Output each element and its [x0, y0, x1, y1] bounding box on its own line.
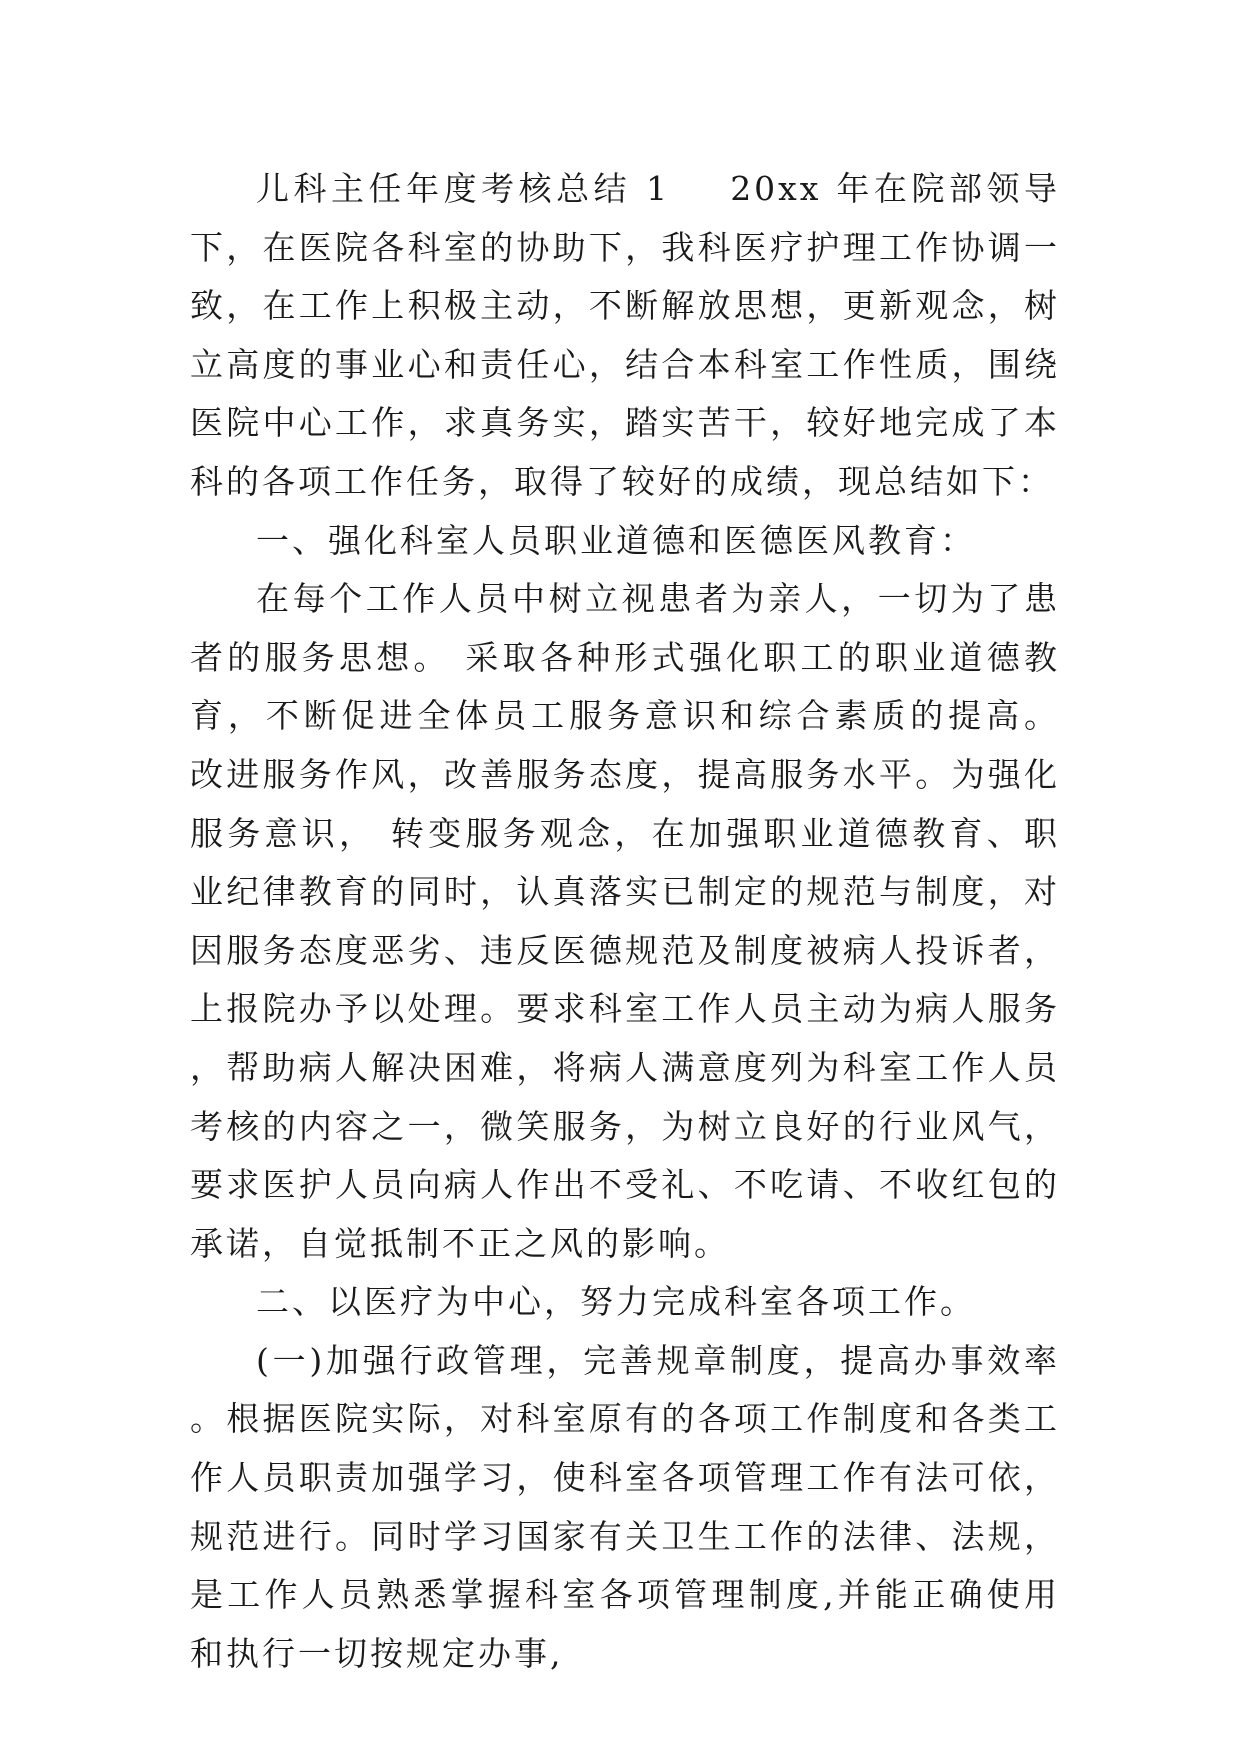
paragraph-admin: (一)加强行政管理，完善规章制度，提高办事效率。根据医院实际，对科室原有的各项工作制度和各类工作人员职责加强学习，使科室各项管理工作有法可依，规范进行。同时学习国家有关卫生工作的法律、法规，是工作人员熟悉掌握科室各项管理制度,并能正确使用和执行一切按规定办事,: [190, 1340, 1060, 1673]
document-heading: 儿科主任年度考核总结 1: [256, 169, 671, 208]
section-heading-1: 一、强化科室人员职业道德和医德医风教育：: [256, 520, 976, 560]
paragraph-ethics: 在每个工作人员中树立视患者为亲人，一切为了患者的服务思想。 采取各种形式强化职工的职业道德教育，不断促进全体员工服务意识和综合素质的提高。 改进服务作风，改善服务态度，提高服务水平。为强化服务意识， 转变服务观念，在加强职业道德教育、职业纪律教育的同时，认真落实已制定的规范与制度，对因服务态度恶劣、违反医德规范及制度被病人投诉者，上报院办予以处理。要求科室工作人员主动为病人服务，帮助病人解决困难，将病人满意度列为科室工作人员考核的内容之一，微笑服务，为树立良好的行业风气， 要求医护人员向病人作出不受礼、不吃请、不收红包的承诺，自觉抵制不正之风的影响。: [190, 579, 1060, 1263]
section-heading-2: 二、以医疗为中心，努力完成科室各项工作。: [256, 1282, 976, 1322]
document-body: [190, 160, 1060, 1683]
paragraph-1-text: 20xx 年在院部领导下，在医院各科室的协助下，我科医疗护理工作协调一致，在工作上积极主动，不断解放思想，更新观念，树立高度的事业心和责任心，结合本科室工作性质，围绕医院中心工作，求真务实，踏实苦干，较好地完成了本科的各项工作任务，取得了较好的成绩，现总结如下：: [190, 169, 1060, 501]
intro-paragraph: [190, 160, 1060, 512]
